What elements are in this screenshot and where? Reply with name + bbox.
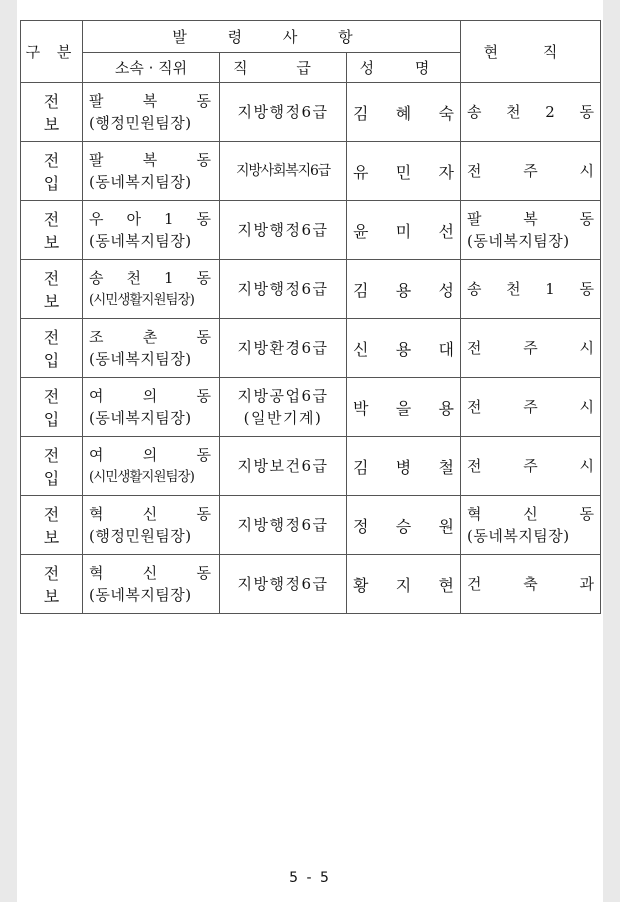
cell-gubun: 전 입 [21, 319, 83, 378]
dept-position: (동네복지팀장) [89, 409, 192, 427]
current-position: (동네복지팀장) [467, 232, 570, 250]
cell-name: 황 지 현 [347, 555, 461, 614]
cell-gubun: 전 보 [21, 555, 83, 614]
dept-position: (동네복지팀장) [89, 586, 192, 604]
current-unit: 전 주 시 [467, 457, 594, 475]
header-current: 현 직 [461, 21, 601, 83]
dept-unit: 우 아 1 동 [89, 210, 211, 228]
cell-gubun: 전 보 [21, 260, 83, 319]
dept-position: (시민생활지원팀장) [89, 292, 194, 308]
cell-dept [83, 378, 220, 437]
dept-position: (동네복지팀장) [89, 350, 192, 368]
cell-gubun: 전 보 [21, 201, 83, 260]
cell-dept [83, 437, 220, 496]
dept-unit: 팔 복 동 [89, 151, 211, 169]
current-unit: 팔 복 동 [467, 210, 594, 228]
cell-rank: 지방행정6급 [220, 83, 347, 142]
personnel-order-table [20, 20, 601, 614]
cell-rank: 지방행정6급 [220, 496, 347, 555]
current-unit: 전 주 시 [467, 339, 594, 357]
cell-gubun: 전 입 [21, 378, 83, 437]
current-unit: 전 주 시 [467, 398, 594, 416]
dept-unit: 조 촌 동 [89, 328, 211, 346]
dept-unit: 혁 신 동 [89, 564, 211, 582]
cell-rank: 지방행정6급 [220, 260, 347, 319]
dept-unit: 여 의 동 [89, 387, 211, 405]
dept-unit: 혁 신 동 [89, 505, 211, 523]
cell-gubun: 전 입 [21, 142, 83, 201]
current-position: (동네복지팀장) [467, 527, 570, 545]
cell-rank: 지방행정6급 [220, 555, 347, 614]
cell-rank: 지방환경6급 [220, 319, 347, 378]
dept-unit: 팔 복 동 [89, 92, 211, 110]
table-row [21, 319, 601, 378]
dept-unit: 여 의 동 [89, 446, 211, 464]
cell-current [461, 83, 601, 142]
header-gubun: 구 분 [21, 21, 83, 83]
header-row-1 [21, 21, 601, 53]
cell-dept [83, 496, 220, 555]
cell-gubun: 전 입 [21, 437, 83, 496]
current-unit: 건 축 과 [467, 575, 594, 593]
cell-name: 김 혜 숙 [347, 83, 461, 142]
table-row [21, 555, 601, 614]
table-body [21, 83, 601, 614]
cell-name: 김 용 성 [347, 260, 461, 319]
cell-current [461, 201, 601, 260]
cell-gubun: 전 보 [21, 496, 83, 555]
page-number: 5 - 5 [289, 870, 331, 886]
cell-current [461, 260, 601, 319]
cell-name: 박 을 용 [347, 378, 461, 437]
current-unit: 전 주 시 [467, 162, 594, 180]
table-row [21, 83, 601, 142]
cell-dept [83, 260, 220, 319]
cell-rank: 지방사회복지6급 [220, 142, 347, 201]
header-order-group: 발 령 사 항 [83, 21, 461, 53]
header-name: 성 명 [347, 53, 461, 83]
current-unit: 송 천 1 동 [467, 280, 594, 298]
cell-current [461, 437, 601, 496]
cell-gubun: 전 보 [21, 83, 83, 142]
table-row [21, 378, 601, 437]
cell-dept [83, 142, 220, 201]
header-rank: 직 급 [220, 53, 347, 83]
cell-current [461, 319, 601, 378]
table-row [21, 142, 601, 201]
cell-name: 정 승 원 [347, 496, 461, 555]
dept-unit: 송 천 1 동 [89, 269, 211, 287]
cell-name: 김 병 철 [347, 437, 461, 496]
dept-position: (행정민원팀장) [89, 114, 192, 132]
table-row [21, 201, 601, 260]
cell-current [461, 555, 601, 614]
cell-dept [83, 201, 220, 260]
dept-position: (시민생활지원팀장) [89, 469, 194, 485]
cell-name: 신 용 대 [347, 319, 461, 378]
cell-dept [83, 83, 220, 142]
cell-rank: 지방공업6급 (일반기계) [220, 378, 347, 437]
cell-dept [83, 319, 220, 378]
cell-rank: 지방행정6급 [220, 201, 347, 260]
current-unit: 혁 신 동 [467, 505, 594, 523]
table-row [21, 437, 601, 496]
cell-name: 유 민 자 [347, 142, 461, 201]
dept-position: (행정민원팀장) [89, 527, 192, 545]
cell-dept [83, 555, 220, 614]
dept-position: (동네복지팀장) [89, 232, 192, 250]
cell-current [461, 496, 601, 555]
cell-current [461, 378, 601, 437]
table-row [21, 496, 601, 555]
current-unit: 송 천 2 동 [467, 103, 594, 121]
cell-current [461, 142, 601, 201]
header-dept: 소속 · 직위 [83, 53, 220, 83]
table-row [21, 260, 601, 319]
cell-name: 윤 미 선 [347, 201, 461, 260]
dept-position: (동네복지팀장) [89, 173, 192, 191]
cell-rank: 지방보건6급 [220, 437, 347, 496]
